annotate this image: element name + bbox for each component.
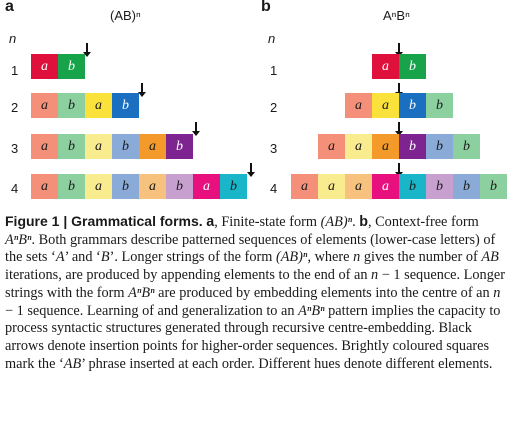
sequence-cell-b: b [112,93,139,118]
sequence-cell-a: a [372,174,399,199]
panel-b-row-number: 1 [270,63,278,78]
caption-text: ’. Longer strings of the form [109,249,276,266]
insertion-arrow-icon [86,43,88,53]
caption-math: (AB)ⁿ [275,249,308,266]
sequence-cell-a: a [31,134,58,159]
sequence-cell-b: b [399,174,426,199]
caption-math: n [493,284,501,301]
caption-math: AB [481,249,499,266]
caption-label: Figure 1 | Grammatical forms. [5,213,203,229]
sequence-cell-b: b [426,93,453,118]
sequence-cell-a: a [345,174,372,199]
caption-panel-a-ref: a [206,214,215,230]
insertion-arrow-icon [195,122,197,132]
insertion-arrow-icon [141,83,143,93]
panel-a-letter: a [5,0,14,15]
sequence-cell-a: a [85,134,112,159]
sequence-cell-a: a [139,174,166,199]
sequence-cell-b: b [166,174,193,199]
sequence-cell-b: b [399,134,426,159]
panel-a-title: (AB)ⁿ [110,8,141,23]
panel-a-row-number: 3 [11,141,19,156]
caption-text: . Both grammars describe patterned sequences of elements (lower-case letters) of the sets ‘ [5,231,496,266]
caption-text: − 1 sequence. Learning of and generalization to an [5,302,299,319]
sequence-cell-b: b [453,134,480,159]
insertion-arrow-icon [398,43,400,53]
caption-math: B [100,249,110,266]
sequence-cell-b: b [399,93,426,118]
insertion-arrow-icon [398,83,400,93]
panel-b-row-number: 3 [270,141,278,156]
sequence-cell-a: a [345,93,372,118]
caption-math: AⁿBⁿ [128,284,155,301]
sequence-cell-b: b [58,93,85,118]
panel-a-row-number: 2 [11,100,19,115]
caption-text: gives the number of [360,249,482,266]
sequence-cell-a: a [193,174,220,199]
sequence-cell-b: b [426,134,453,159]
caption-text: , Finite-state form [214,214,321,230]
caption-math: n [371,267,379,284]
panel-a-row-number: 1 [11,63,19,78]
panel-b-row-number: 2 [270,100,278,115]
sequence-cell-b: b [58,54,85,79]
panel-b-title: AⁿBⁿ [383,8,410,23]
sequence-cell-b: b [166,134,193,159]
sequence-cell-a: a [31,93,58,118]
caption-math: AⁿBⁿ [5,231,32,248]
panel-b-n-header: n [268,31,276,46]
caption-math: (AB)ⁿ [320,214,353,230]
sequence-cell-b: b [453,174,480,199]
sequence-cell-a: a [372,54,399,79]
sequence-cell-b: b [480,174,507,199]
caption-text: iterations, are produced by appending elements to the end of an [5,267,372,284]
sequence-cell-a: a [318,174,345,199]
caption-math: AⁿBⁿ [298,302,325,319]
caption-math: A [55,249,65,266]
panel-a-row-number: 4 [11,181,19,196]
insertion-arrow-icon [398,122,400,132]
sequence-cell-b: b [58,134,85,159]
sequence-cell-a: a [291,174,318,199]
panel-a-n-header: n [9,31,17,46]
caption-text: pattern implies the capacity to process syntactic structures generated through recursive centre-embedding. Black arrows denote insertion points for higher-order sequences. Brightly coloured squares mark the ‘ [5,302,501,372]
caption-text: are produced by embedding elements into the centre of an [154,284,494,301]
sequence-cell-a: a [372,93,399,118]
sequence-cell-b: b [112,174,139,199]
panel-b-letter: b [261,0,271,15]
caption-math: AB [63,355,82,372]
caption-text: ’ phrase inserted at each order. Different hues denote different elements. [81,355,493,372]
sequence-cell-a: a [139,134,166,159]
sequence-cell-b: b [220,174,247,199]
sequence-cell-b: b [112,134,139,159]
sequence-cell-a: a [345,134,372,159]
figure-panels [0,0,513,205]
caption-text: − 1 sequence. Longer strings with the form [5,267,505,301]
caption-text: . [352,214,360,230]
caption-text: ’ and ‘ [64,249,101,266]
figure-caption [5,213,511,373]
insertion-arrow-icon [398,163,400,173]
sequence-cell-b: b [399,54,426,79]
sequence-cell-b: b [58,174,85,199]
sequence-cell-a: a [85,93,112,118]
sequence-cell-a: a [85,174,112,199]
sequence-cell-b: b [426,174,453,199]
insertion-arrow-icon [250,163,252,173]
sequence-cell-a: a [372,134,399,159]
sequence-cell-a: a [318,134,345,159]
sequence-cell-a: a [31,174,58,199]
caption-text: , where [307,249,354,266]
caption-math: n [353,249,361,266]
panel-b-row-number: 4 [270,181,278,196]
sequence-cell-a: a [31,54,58,79]
caption-text: , Context-free form [368,214,479,230]
caption-panel-b-ref: b [359,214,368,230]
